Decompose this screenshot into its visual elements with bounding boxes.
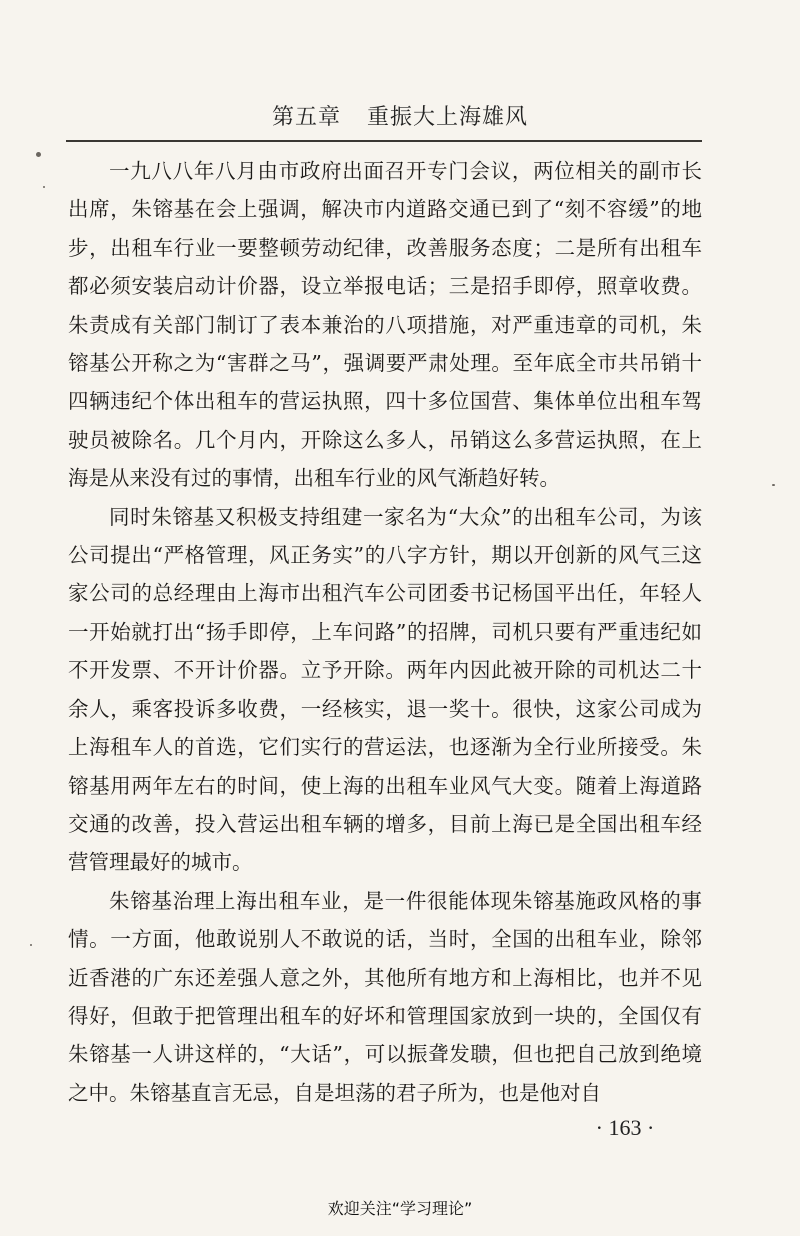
scan-speck (43, 186, 45, 188)
paragraph: 同时朱镕基又积极支持组建一家名为“大众”的出租车公司，为该公司提出“严格管理，风正务实”的八字方针，期以开创新的风气三这家公司的总经理由上海市出租汽车公司团委书记杨国平出任，年轻人一开始就打出“扬手即停，上车问路”的招牌，司机只要有严重违纪如不开发票、不开计价器。立予开除。两年内因此被开除的司机达二十余人，乘客投诉多收费，一经核实，退一奖十。很快，这家公司成为上海租车人的首选，它们实行的营运法，也逐渐为全行业所接受。朱镕基用两年左右的时间，使上海的出租车业风气大变。随着上海道路交通的改善，投入营运出租车辆的增多，目前上海已是全国出租车经营管理最好的城市。 (68, 504, 702, 875)
paragraph: 一九八八年八月由市政府出面召开专门会议，两位相关的副市长出席，朱镕基在会上强调，解决市内道路交通已到了“刻不容缓”的地步，出租车行业一要整顿劳动纪律，改善服务态度；二是所有出租车都必须安装启动计价器，设立举报电话；三是招手即停，照章收费。朱责成有关部门制订了表本兼治的八项措施，对严重违章的司机，朱镕基公开称之为“害群之马”，强调要严肃处理。至年底全市共吊销十四辆违纪个体出租车的营运执照，四十多位国营、集体单位出租车驾驶员被除名。几个月内，开除这么多人，吊销这么多营运执照，在上海是从来没有过的事情，出租车行业的风气渐趋好转。 (68, 159, 702, 491)
chapter-number: 第五章 (271, 105, 341, 130)
footer-note: 欢迎关注“学习理论” (327, 1199, 473, 1218)
running-head (0, 100, 800, 131)
scan-speck (772, 484, 775, 486)
chapter-title: 重振大上海雄风 (367, 105, 529, 130)
paragraph: 朱镕基治理上海出租车业，是一件很能体现朱镕基施政风格的事情。一方面，他敢说别人不敢说的话，当时，全国的出租车业，除邻近香港的广东还差强人意之外，其他所有地方和上海相比，也并不见得好，但敢于把管理出租车的好坏和管理国家放到一块的，全国仅有朱镕基一人讲这样的，“大话”，可以振聋发聩，但也把自己放到绝境之中。朱镕基直言无忌，自是坦荡的君子所为，也是他对自 (68, 888, 702, 1105)
header-rule (66, 140, 702, 142)
page-number: · 163 · (595, 1115, 655, 1140)
body-text (68, 152, 702, 1112)
scan-speck (30, 944, 32, 946)
scan-speck (36, 152, 41, 157)
